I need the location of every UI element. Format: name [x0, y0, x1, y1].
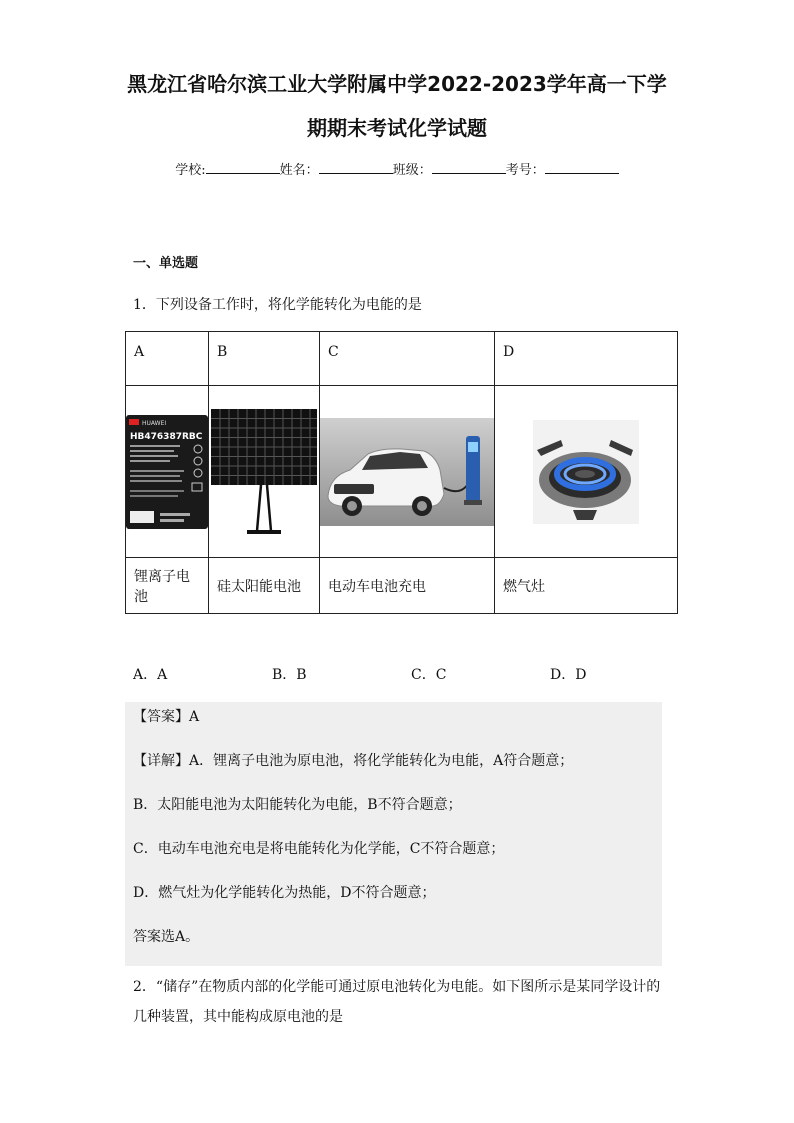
- battery-model: HB476387RBC: [130, 431, 203, 442]
- electric-car-charging-image: [320, 418, 494, 526]
- solar-panel-image-cell: [209, 386, 320, 558]
- column-header-a: A: [126, 332, 209, 386]
- solar-panel-image: [209, 407, 319, 537]
- class-blank[interactable]: [432, 161, 506, 174]
- question-2-stem: 2．“储存”在物质内部的化学能可通过原电池转化为电能。如下图所示是某同学设计的几种装置，其中能构成原电池的是: [133, 979, 661, 1025]
- gas-stove-image-cell: [495, 386, 678, 558]
- detail-line-2: B．太阳能电池为太阳能转化为电能，B不符合题意；: [133, 797, 462, 813]
- choice-a[interactable]: A．A: [133, 667, 168, 683]
- answer-choices: [133, 664, 693, 684]
- school-blank[interactable]: [206, 161, 280, 174]
- label-ev-charging: 电动车电池充电: [320, 558, 495, 614]
- lithium-battery-image: [126, 415, 208, 529]
- choice-c[interactable]: C．C: [411, 667, 447, 683]
- name-label: 姓名：: [279, 163, 319, 178]
- label-gas-stove: 燃气灶: [495, 558, 678, 614]
- options-table: [125, 331, 678, 614]
- detail-line-1: 【详解】A．锂离子电池为原电池，将化学能转化为电能，A符合题意；: [133, 753, 574, 769]
- choice-b[interactable]: B．B: [272, 667, 307, 683]
- electric-car-image-cell: [320, 386, 495, 558]
- label-lithium-battery: 锂离子电池: [126, 558, 209, 614]
- label-solar-cell: 硅太阳能电池: [209, 558, 320, 614]
- detail-line-5: 答案选A。: [133, 929, 200, 945]
- detail-line-4: D．燃气灶为化学能转化为热能，D不符合题意；: [133, 885, 436, 901]
- column-header-c: C: [320, 332, 495, 386]
- choice-d[interactable]: D．D: [550, 667, 587, 683]
- question-1-stem: 1．下列设备工作时，将化学能转化为电能的是: [133, 297, 422, 313]
- exam-no-label: 考号：: [505, 163, 545, 178]
- school-label: 学校:: [175, 163, 206, 178]
- gas-stove-image: [533, 420, 639, 524]
- page-title-line1: 黑龙江省哈尔滨工业大学附属中学2022-2023学年高一下学: [127, 72, 667, 96]
- student-info-row: [0, 159, 794, 178]
- section-title: 一、单选题: [133, 256, 199, 271]
- name-blank[interactable]: [319, 161, 393, 174]
- column-header-d: D: [495, 332, 678, 386]
- exam-no-blank[interactable]: [545, 161, 619, 174]
- answer-line: 【答案】A: [133, 709, 200, 725]
- battery-image-cell: [126, 386, 209, 558]
- detail-line-3: C．电动车电池充电是将电能转化为化学能，C不符合题意；: [133, 841, 505, 857]
- page-title-line2: 期期末考试化学试题: [307, 116, 487, 140]
- class-label: 班级：: [392, 163, 432, 178]
- battery-brand: HUAWEI: [142, 419, 167, 427]
- column-header-b: B: [209, 332, 320, 386]
- answer-explanation-box: [125, 702, 662, 966]
